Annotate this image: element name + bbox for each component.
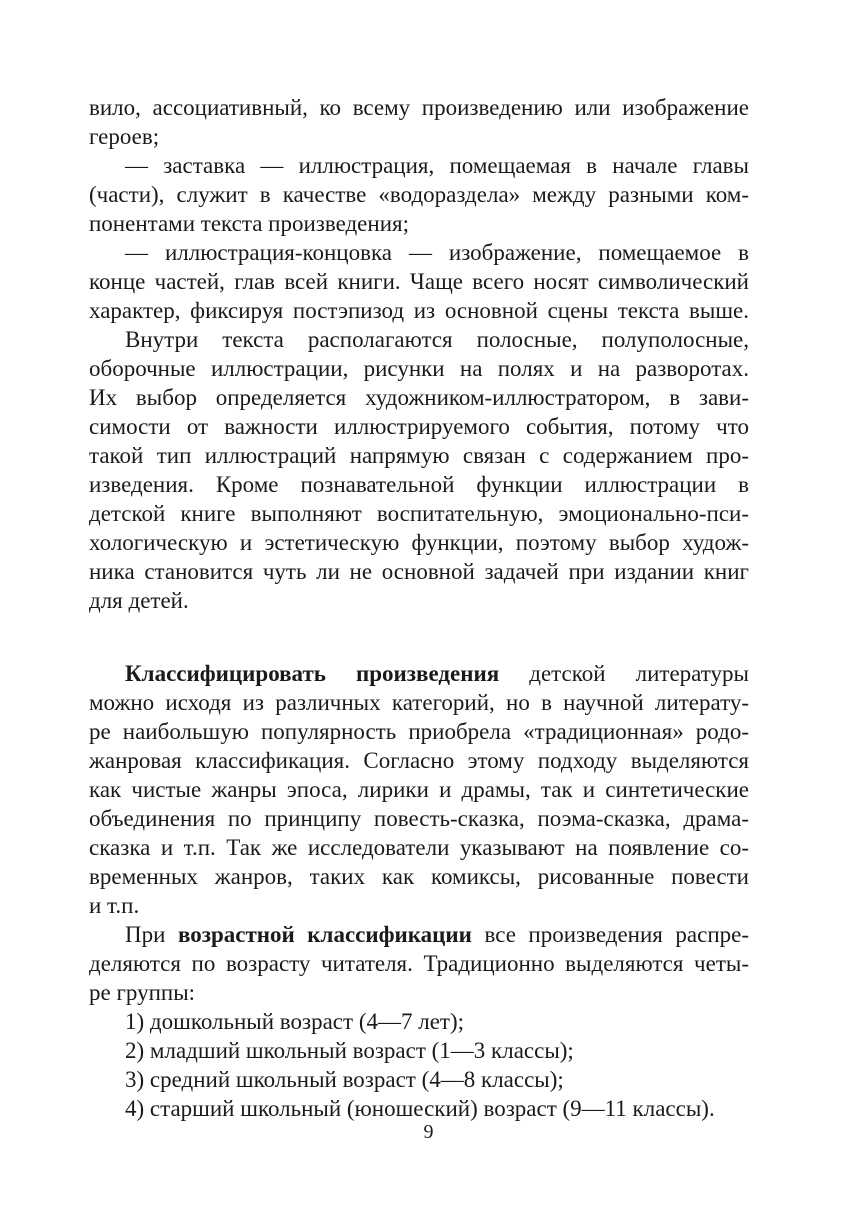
- text-line: (части), служит в качестве «водораздела» между разными ком-: [89, 182, 749, 207]
- text-run: все произведения распре-: [471, 922, 749, 947]
- text-line: ре группы:: [89, 980, 196, 1005]
- page-number: 9: [423, 1121, 434, 1143]
- text-line: можно исходя из различных категорий, но в научной литерату-: [89, 690, 749, 715]
- text-line: симости от важности иллюстрируемого события, потому что: [89, 414, 749, 439]
- text-run: При: [125, 922, 178, 947]
- text-line: и т.п.: [89, 893, 140, 918]
- text-line: деляются по возрасту читателя. Традиционно выделяются четы-: [89, 951, 749, 976]
- page-text: [89, 93, 749, 1123]
- text-run: детской литературы: [499, 661, 749, 686]
- section-gap: [89, 615, 749, 659]
- text-line: такой тип иллюстраций напрямую связан с содержанием про-: [89, 443, 749, 468]
- text-line: понентами текста произведения;: [89, 211, 409, 236]
- text-line: Их выбор определяется художником-иллюстратором, в зави-: [89, 385, 749, 410]
- text-line: вило, ассоциативный, ко всему произведению или изображение: [89, 95, 749, 120]
- text-line: Внутри текста располагаются полосные, полуполосные,: [125, 327, 749, 352]
- text-line: для детей.: [89, 588, 189, 613]
- text-line: — заставка — иллюстрация, помещаемая в начале главы: [125, 153, 749, 178]
- list-item: 4) старший школьный (юношеский) возраст (9—11 классы).: [125, 1096, 715, 1121]
- bold-term: Классифицировать произведения: [125, 661, 500, 686]
- text-line: ника становится чуть ли не основной задачей при издании книг: [89, 559, 749, 584]
- bold-term: возрастной классификации: [177, 922, 472, 947]
- text-line: временных жанров, таких как комиксы, рисованные повести: [89, 864, 749, 889]
- list-item: 1) дошкольный возраст (4—7 лет);: [125, 1009, 465, 1034]
- text-line: характер, фиксируя постэпизод из основной сцены текста выше.: [89, 298, 749, 323]
- text-line: оборочные иллюстрации, рисунки на полях и на разворотах.: [89, 356, 749, 381]
- text-line: конце частей, глав всей книги. Чаще всего носят символический: [89, 269, 749, 294]
- text-line: — иллюстрация-концовка — изображение, помещаемое в: [125, 240, 749, 265]
- text-line: героев;: [89, 124, 160, 149]
- text-line: сказка и т.п. Так же исследователи указывают на появление со-: [89, 835, 749, 860]
- text-line: объединения по принципу повесть-сказка, поэма-сказка, драма-: [89, 806, 749, 831]
- text-line: хологическую и эстетическую функции, поэтому выбор худож-: [89, 530, 749, 555]
- text-line: детской книге выполняют воспитательную, эмоционально-пси-: [89, 501, 749, 526]
- text-line: как чистые жанры эпоса, лирики и драмы, так и синтетические: [89, 777, 749, 802]
- text-line: изведения. Кроме познавательной функции иллюстрации в: [89, 472, 749, 497]
- text-line: [89, 659, 749, 688]
- list-item: 3) средний школьный возраст (4—8 классы);: [125, 1067, 564, 1092]
- list-item: 2) младший школьный возраст (1—3 классы);: [125, 1038, 574, 1063]
- text-line: жанровая классификация. Согласно этому подходу выделяются: [89, 748, 749, 773]
- text-line: [89, 920, 749, 949]
- text-line: ре наибольшую популярность приобрела «традиционная» родо-: [89, 719, 749, 744]
